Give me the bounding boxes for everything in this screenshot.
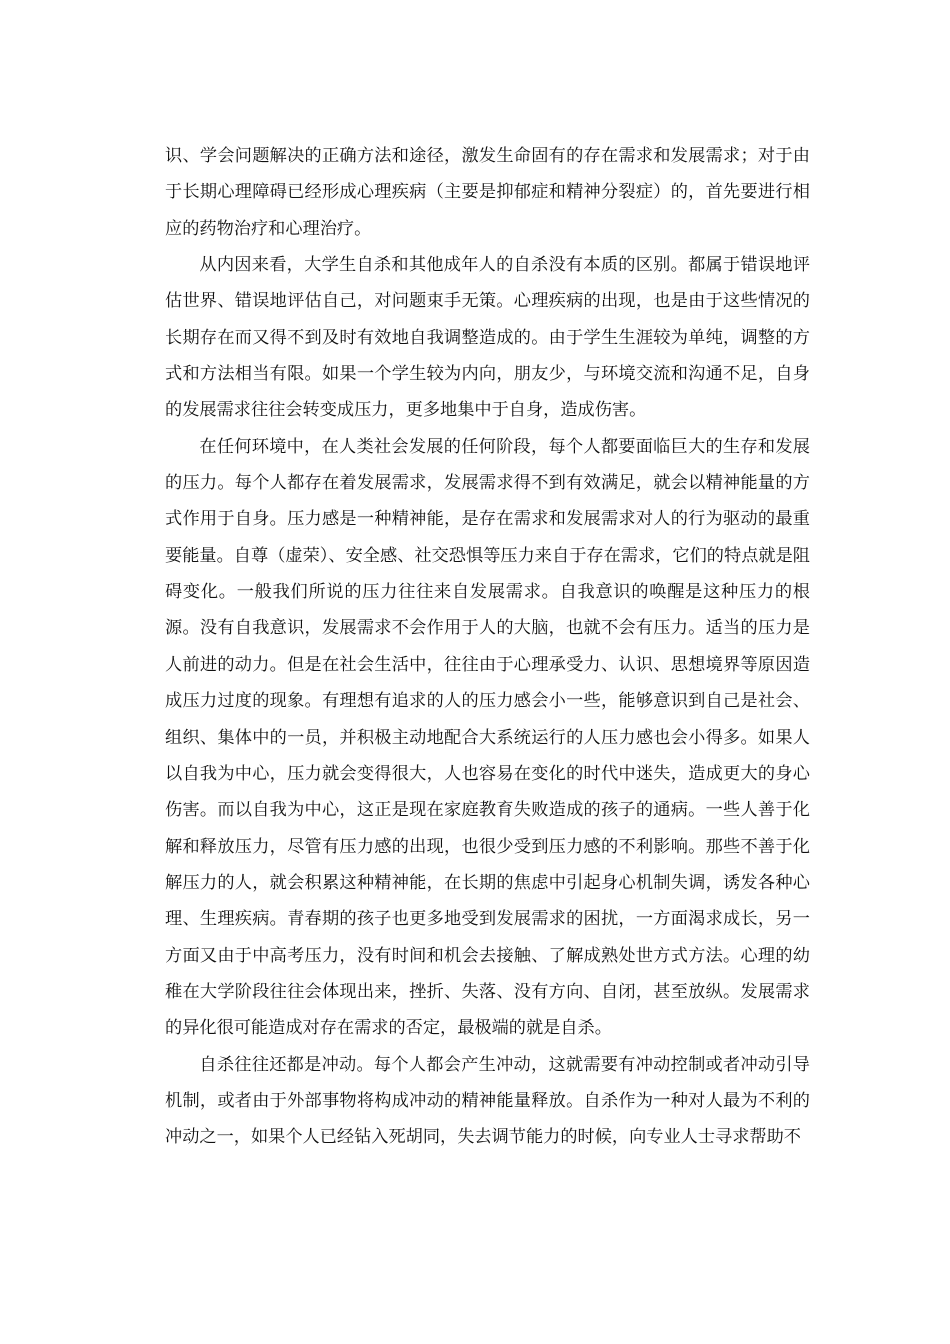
body-text <box>165 138 810 1156</box>
paragraph-impulse: 自杀往往还都是冲动。每个人都会产生冲动，这就需要有冲动控制或者冲动引导机制，或者由于外部事物将构成冲动的精神能量释放。自杀作为一种对人最为不利的冲动之一，如果个人已经钻入死胡同，失去调节能力的时候，向专业人士寻求帮助不 <box>165 1054 810 1148</box>
paragraph-continuation: 识、学会问题解决的正确方法和途径，激发生命固有的存在需求和发展需求；对于由于长期心理障碍已经形成心理疾病（主要是抑郁症和精神分裂症）的，首先要进行相应的药物治疗和心理治疗。 <box>165 146 810 239</box>
paragraph-internal-causes: 从内因来看，大学生自杀和其他成年人的自杀没有本质的区别。都属于错误地评估世界、错误地评估自己，对问题束手无策。心理疾病的出现，也是由于这些情况的长期存在而又得不到及时有效地自我调整造成的。由于学生生涯较为单纯，调整的方式和方法相当有限。如果一个学生较为内向，朋友少，与环境交流和沟通不足，自身的发展需求往往会转变成压力，更多地集中于自身，造成伤害。 <box>165 255 810 421</box>
paragraph-pressure: 在任何环境中，在人类社会发展的任何阶段，每个人都要面临巨大的生存和发展的压力。每个人都存在着发展需求，发展需求得不到有效满足，就会以精神能量的方式作用于自身。压力感是一种精神能，是存在需求和发展需求对人的行为驱动的最重要能量。自尊（虚荣）、安全感、社交恐惧等压力来自于存在需求，它们的特点就是阻碍变化。一般我们所说的压力往往来自发展需求。自我意识的唤醒是这种压力的根源。没有自我意识，发展需求不会作用于人的大脑，也就不会有压力。适当的压力是人前进的动力。但是在社会生活中，往往由于心理承受力、认识、思想境界等原因造成压力过度的现象。有理想有追求的人的压力感会小一些，能够意识到自己是社会、组织、集体中的一员，并积极主动地配合大系统运行的人压力感也会小得多。如果人以自我为中心，压力就会变得很大，人也容易在变化的时代中迷失，造成更大的身心伤害。而以自我为中心，这正是现在家庭教育失败造成的孩子的通病。一些人善于化解和释放压力，尽管有压力感的出现，也很少受到压力感的不利影响。那些不善于化解压力的人，就会积累这种精神能，在长期的焦虑中引起身心机制失调，诱发各种心理、生理疾病。青春期的孩子也更多地受到发展需求的困扰，一方面渴求成长，另一方面又由于中高考压力，没有时间和机会去接触、了解成熟处世方式方法。心理的幼稚在大学阶段往往会体现出来，挫折、失落、没有方向、自闭，甚至放纵。发展需求的异化很可能造成对存在需求的否定，最极端的就是自杀。 <box>165 436 810 1039</box>
